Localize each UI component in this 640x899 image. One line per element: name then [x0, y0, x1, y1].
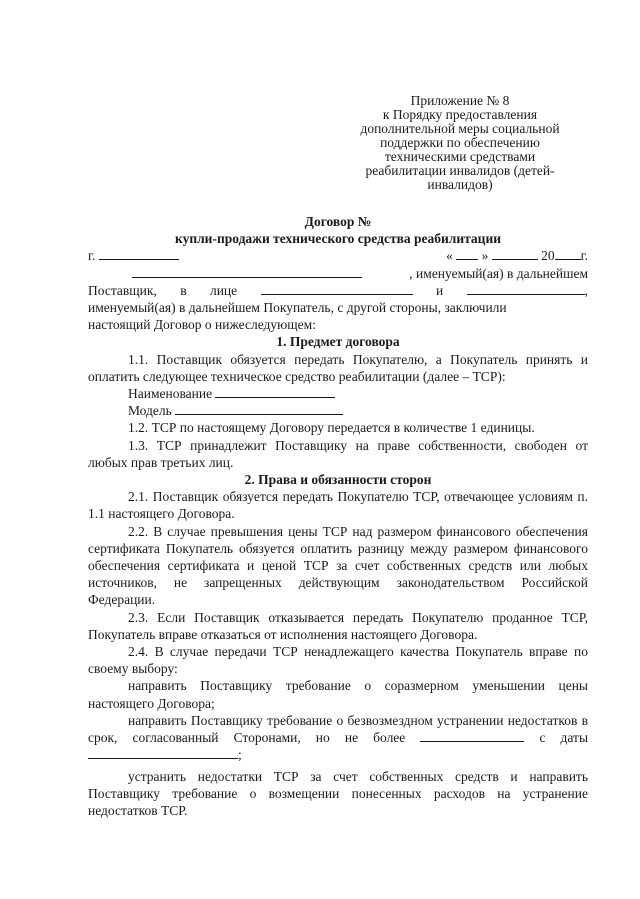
option-free-repair-from: с [539, 730, 546, 746]
contract-body [88, 213, 588, 819]
party-line-1-text: , именуемый(ая) в дальнейшем [409, 265, 588, 281]
party-line-3: именуемый(ая) в дальнейшем Покупатель, с другой стороны, заключили [88, 300, 507, 316]
blank-line [420, 729, 524, 742]
blank-line [555, 247, 581, 260]
blank-line [132, 265, 362, 278]
appendix-line: к Порядку предоставления [382, 107, 538, 122]
appendix-line: техническими средствами [384, 149, 536, 164]
appendix-line: Приложение № 8 [410, 93, 510, 108]
contract-subtitle: купли-продажи технического средства реабилитации [174, 231, 502, 247]
blank-line [456, 247, 478, 260]
party-line-2-person: лице [209, 282, 238, 298]
option-free-repair-text: направить Поставщику требование о безвозмездном устранении недостатков в срок, согласованный Сторонами, но не более [88, 712, 588, 746]
clause-2-3: 2.3. Если Поставщик отказывается передать Покупателю проданное ТСР, Покупатель вправе отказаться от исполнения настоящего Договора. [88, 609, 588, 642]
blank-line [492, 247, 538, 260]
semicolon: ; [238, 747, 242, 763]
comma: , [584, 282, 588, 298]
clause-2-2: 2.2. В случае превышения цены ТСР над размером финансового обеспечения сертификата Покупатель обязуется оплатить разницу между размером финансового обеспечения сертификата и ценой ТСР за счет собственных средств или любых источников, не запрещенных действующим законодательством Российской Федерации. [88, 523, 588, 608]
clause-1-2: 1.2. ТСР по настоящему Договору передается в количестве 1 единицы. [128, 420, 535, 436]
option-free-repair [88, 712, 588, 764]
city-date-line [88, 247, 588, 264]
model-field [88, 402, 588, 419]
appendix-line: реабилитации инвалидов (детей- [365, 163, 555, 178]
party-line-2 [88, 282, 588, 299]
year-suffix: г. [580, 248, 588, 264]
party-line-2-in: в [180, 282, 187, 298]
blank-line [261, 282, 413, 295]
party-line-4: настоящий Договор о нижеследующем: [88, 317, 316, 333]
option-self-repair: устранить недостатки ТСР за счет собственных средств и направить Поставщику требование о возмещении понесенных расходов на устранение недостатков ТСР. [88, 768, 588, 818]
date-open-quote: « [446, 248, 453, 264]
contract-title: Договор № [304, 214, 372, 229]
name-label: Наименование [128, 386, 213, 402]
section-2-heading: 2. Права и обязанности сторон [244, 472, 432, 488]
section-1-heading: 1. Предмет договора [276, 334, 400, 350]
blank-line [175, 402, 343, 415]
blank-line [467, 282, 585, 295]
clause-2-4: 2.4. В случае передачи ТСР ненадлежащего качества Покупатель вправе по своему выбору: [88, 644, 588, 677]
appendix-line: поддержки по обеспечению [380, 135, 540, 150]
model-label: Модель [128, 403, 172, 419]
option-free-repair-date: даты [560, 730, 589, 746]
supplier-word: Поставщик, [88, 282, 157, 298]
blank-line [99, 247, 179, 260]
year-prefix: 20 [541, 248, 555, 264]
name-field [88, 385, 588, 402]
date-field [446, 247, 588, 264]
appendix-line: инвалидов) [427, 177, 493, 192]
party-line-2-and: и [435, 282, 444, 298]
party-line-1 [88, 265, 588, 282]
appendix-header [340, 94, 580, 192]
appendix-line: дополнительной меры социальной [360, 121, 560, 136]
clause-1-3: 1.3. ТСР принадлежит Поставщику на праве собственности, свободен от любых прав третьих лиц. [88, 437, 588, 470]
date-close-quote: » [481, 248, 489, 264]
blank-line [88, 746, 238, 759]
option-reduce-price: направить Поставщику требование о соразмерном уменьшении цены настоящего Договора; [88, 678, 588, 711]
blank-line [215, 385, 335, 398]
city-field [88, 247, 179, 264]
clause-2-1: 2.1. Поставщик обязуется передать Покупателю ТСР, отвечающее условиям п. 1.1 настоящего Договора. [88, 489, 588, 522]
city-prefix: г. [88, 248, 96, 264]
clause-1-1: 1.1. Поставщик обязуется передать Покупателю, а Покупатель принять и оплатить следующее техническое средство реабилитации (далее – ТСР): [88, 351, 588, 384]
